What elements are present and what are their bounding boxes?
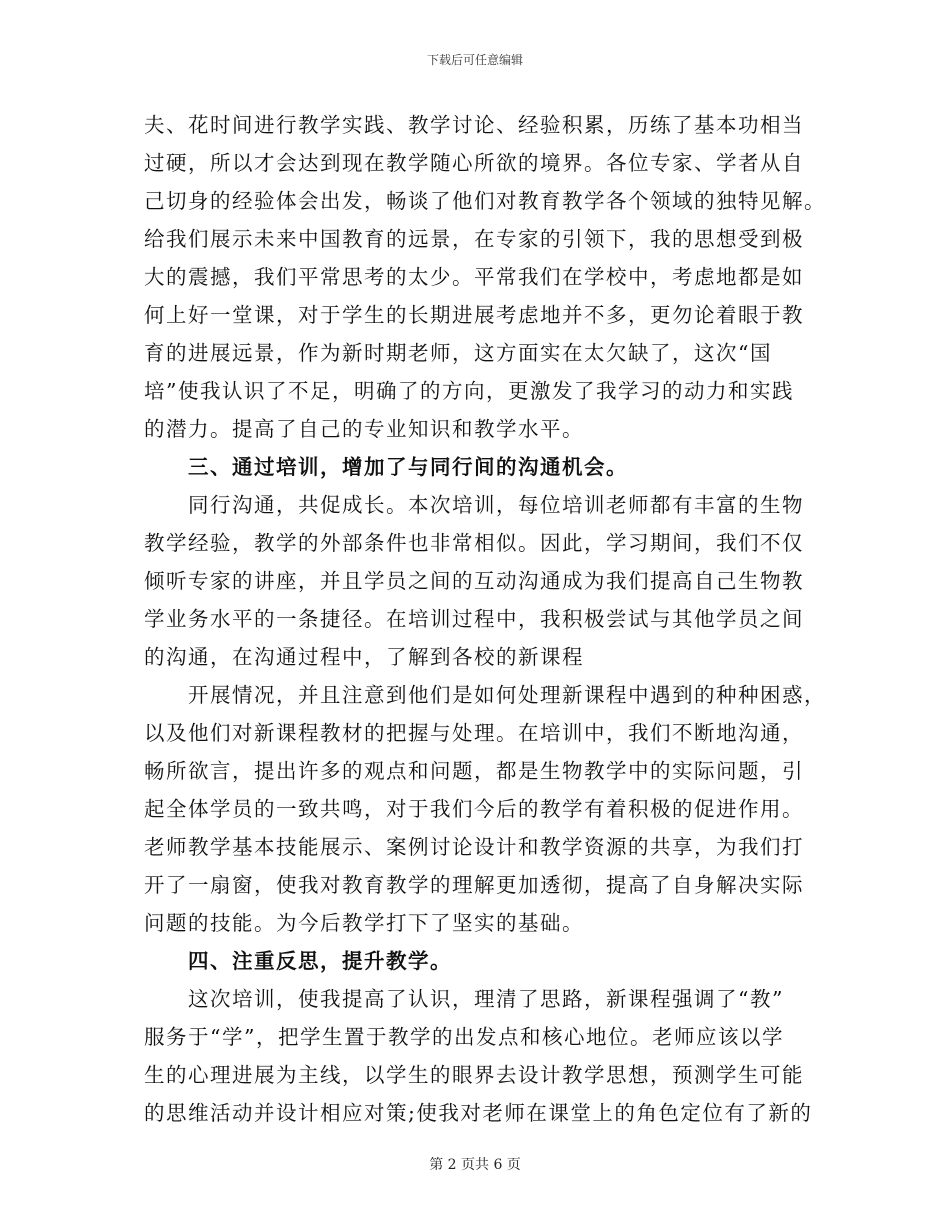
paragraph-line: 夫、花时间进行教学实践、教学讨论、经验积累，历练了基本功相当	[144, 113, 804, 137]
page-header: 下载后可任意编辑	[426, 53, 523, 67]
paragraph-line: 育的进展远景，作为新时期老师，这方面实在太欠缺了，这次“国	[144, 341, 772, 365]
paragraph-line: 的潜力。提高了自己的专业知识和教学水平。	[144, 417, 584, 441]
paragraph-line: 同行沟通，共促成长。本次培训，每位培训老师都有丰富的生物	[188, 493, 804, 517]
paragraph-line: 给我们展示未来中国教育的远景，在专家的引领下，我的思想受到极	[144, 227, 804, 251]
paragraph-line: 这次培训，使我提高了认识，理清了思路，新课程强调了“教”	[188, 987, 784, 1011]
paragraph-line: 大的震撼，我们平常思考的太少。平常我们在学校中，考虑地都是如	[144, 265, 804, 289]
paragraph-line: 倾听专家的讲座，并且学员之间的互动沟通成为我们提高自己生物教	[144, 569, 804, 593]
paragraph-line: 何上好一堂课，对于学生的长期进展考虑地并不多，更勿论着眼于教	[144, 303, 804, 327]
paragraph-line: 学业务水平的一条捷径。在培训过程中，我积极尝试与其他学员之间	[144, 607, 804, 631]
paragraph-line: 问题的技能。为今后教学打下了坚实的基础。	[144, 911, 584, 935]
paragraph-line: 开展情况，并且注意到他们是如何处理新课程中遇到的种种困惑，	[188, 683, 826, 707]
paragraph-line: 己切身的经验体会出发，畅谈了他们对教育教学各个领域的独特见解。	[144, 189, 826, 213]
paragraph-line: 老师教学基本技能展示、案例讨论设计和教学资源的共享，为我们打	[144, 835, 804, 859]
paragraph-line: 的思维活动并设计相应对策;使我对老师在课堂上的角色定位有了新的	[144, 1101, 813, 1125]
page-footer: 第 2 页共 6 页	[429, 1157, 521, 1173]
paragraph-line: 服务于“学”，把学生置于教学的出发点和核心地位。老师应该以学	[144, 1025, 784, 1049]
paragraph-line: 起全体学员的一致共鸣，对于我们今后的教学有着积极的促进作用。	[144, 797, 804, 821]
paragraph-line: 教学经验，教学的外部条件也非常相似。因此，学习期间，我们不仅	[144, 531, 804, 555]
paragraph-line: 畅所欲言，提出许多的观点和问题，都是生物教学中的实际问题，引	[144, 759, 804, 783]
paragraph-line: 的沟通，在沟通过程中，了解到各校的新课程	[144, 645, 584, 669]
paragraph-line: 开了一扇窗，使我对教育教学的理解更加透彻，提高了自身解决实际	[144, 873, 804, 897]
document-body	[144, 106, 826, 1132]
paragraph-line: 培”使我认识了不足，明确了的方向，更激发了我学习的动力和实践	[144, 379, 794, 403]
section-heading: 四、注重反思，提升教学。	[188, 949, 452, 973]
paragraph-line: 过硬，所以才会达到现在教学随心所欲的境界。各位专家、学者从自	[144, 151, 804, 175]
paragraph-line: 以及他们对新课程教材的把握与处理。在培训中，我们不断地沟通，	[144, 721, 804, 745]
paragraph-line: 生的心理进展为主线，以学生的眼界去设计教学思想，预测学生可能	[144, 1063, 804, 1087]
section-heading: 三、通过培训，增加了与同行间的沟通机会。	[188, 455, 628, 479]
